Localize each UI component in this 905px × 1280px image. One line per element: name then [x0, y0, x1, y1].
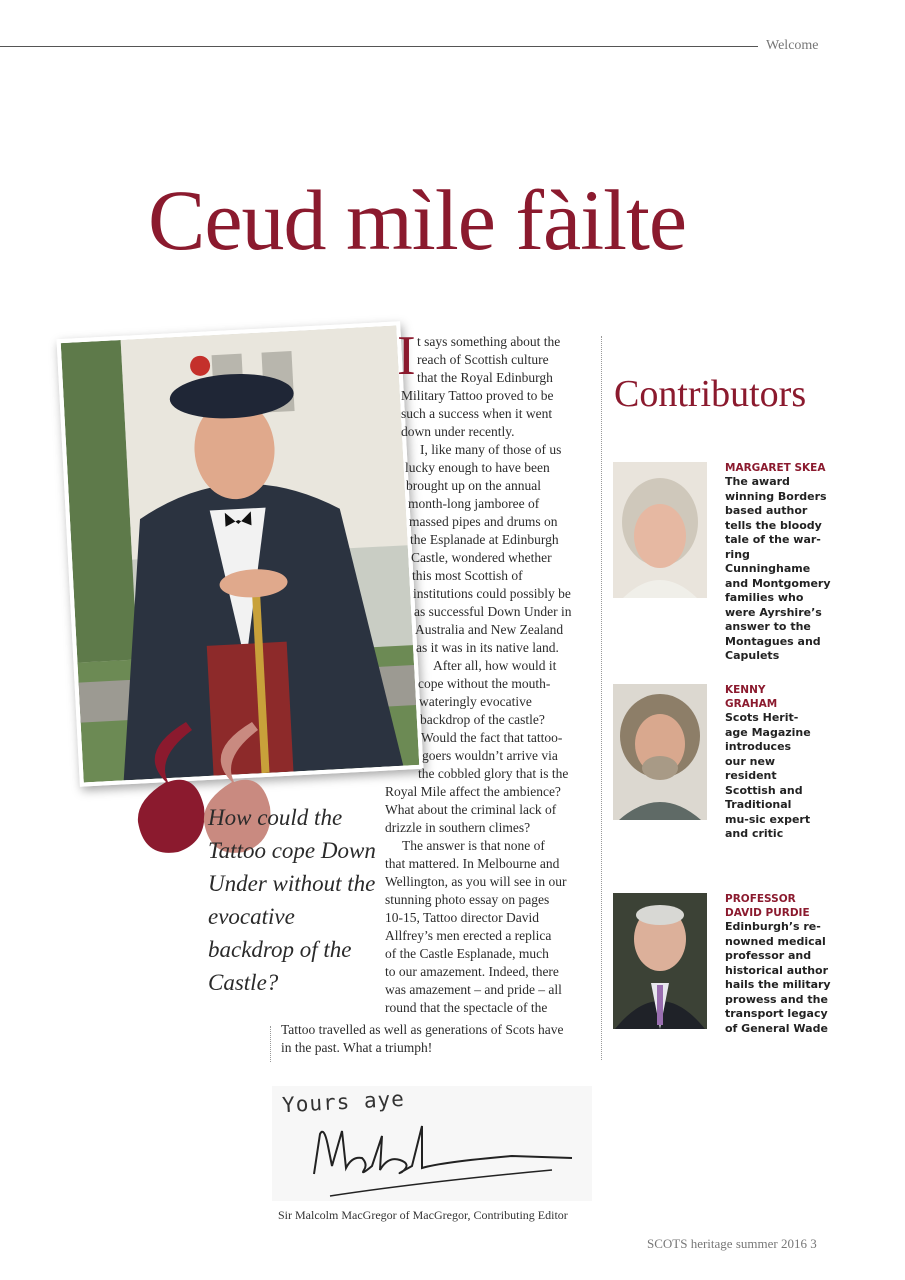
body-line: institutions could possibly be: [413, 586, 571, 601]
body-line: goers wouldn’t arrive via: [422, 748, 558, 763]
signature-caption: Sir Malcolm MacGregor of MacGregor, Contributing Editor: [278, 1208, 568, 1222]
section-label: Welcome: [766, 38, 819, 53]
body-line: massed pipes and drums on: [409, 514, 558, 529]
body-line: in the past. What a triumph!: [281, 1040, 433, 1055]
body-line: the Esplanade at Edinburgh: [410, 532, 559, 547]
pull-quote: How could the Tattoo cope Down Under without the evocative backdrop of the Castle?: [208, 805, 376, 995]
body-line: Tattoo travelled as well as generations of Scots have: [281, 1022, 564, 1037]
body-line: Wellington, as you will see in our: [385, 874, 567, 889]
sign-off: Yours aye: [281, 1086, 406, 1118]
body-line: to our amazement. Indeed, there: [385, 964, 559, 979]
header-rule: [0, 46, 758, 47]
body-line: this most Scottish of: [412, 568, 523, 583]
body-line: the cobbled glory that is the: [418, 766, 569, 781]
body-line: round that the spectacle of the: [385, 1000, 548, 1015]
folio: SCOTS heritage summer 2016 3: [647, 1236, 817, 1251]
body-line: as successful Down Under in: [414, 604, 572, 619]
body-line: Allfrey’s men erected a replica: [385, 928, 552, 943]
contributor-desc: Scots Herit-age Magazine introduces our new resident Scottish and Traditional mu-sic expert and critic: [725, 711, 811, 840]
body-line: stunning photo essay on pages: [385, 892, 550, 907]
contributor-name: KENNY GRAHAM: [725, 684, 778, 710]
body-line: I, like many of those of us: [420, 442, 562, 457]
body-line: Military Tattoo proved to be: [401, 388, 554, 403]
contributor-photo-purdie: [613, 893, 707, 1029]
page-title: Ceud mìle fàilte: [148, 172, 687, 268]
body-line: Castle, wondered whether: [411, 550, 552, 565]
body-line: was amazement – and pride – all: [385, 982, 562, 997]
body-line: reach of Scottish culture: [417, 352, 549, 367]
body-line: wateringly evocative: [419, 694, 532, 709]
body-line: that mattered. In Melbourne and: [385, 856, 560, 871]
body-line: 10-15, Tattoo director David: [385, 910, 540, 925]
body-line: such a success when it went: [401, 406, 553, 421]
body-line: Royal Mile affect the ambience?: [385, 784, 561, 799]
body-line: lucky enough to have been: [405, 460, 550, 475]
contributors-title: Contributors: [614, 373, 807, 415]
contributor-photo-skea: [613, 462, 707, 598]
body-line: t says something about the: [417, 334, 561, 349]
body-line: Australia and New Zealand: [415, 622, 564, 637]
body-line: cope without the mouth-: [418, 676, 551, 691]
body-line: drizzle in southern climes?: [385, 820, 531, 835]
contributor-name: PROFESSOR DAVID PURDIE: [725, 893, 810, 919]
drop-cap: I: [397, 325, 416, 387]
body-line: as it was in its native land.: [416, 640, 559, 655]
contributor-photo-graham: [613, 684, 707, 820]
body-line: The answer is that none of: [402, 838, 545, 853]
body-line: After all, how would it: [433, 658, 557, 673]
contributor-desc: The award winning Borders based author tells the bloody tale of the war-ring Cunninghame and Montgomery families who were Ayrshire’s answer to the Montagues and Capulets: [725, 475, 831, 662]
body-line: down under recently.: [401, 424, 515, 439]
body-line: month-long jamboree of: [408, 496, 540, 511]
body-line: backdrop of the castle?: [420, 712, 545, 727]
body-line: Would the fact that tattoo-: [421, 730, 563, 745]
contributor-name: MARGARET SKEA: [725, 462, 826, 474]
body-line: that the Royal Edinburgh: [417, 370, 553, 385]
body-line: of the Castle Esplanade, much: [385, 946, 549, 961]
contributor-desc: Edinburgh’s re-nowned medical professor and historical author hails the military prowess and the transport legacy of General Wade: [725, 920, 831, 1035]
body-line: What about the criminal lack of: [385, 802, 557, 817]
body-line: brought up on the annual: [406, 478, 541, 493]
column-divider: [601, 336, 602, 1060]
text-rule: [270, 1026, 271, 1062]
